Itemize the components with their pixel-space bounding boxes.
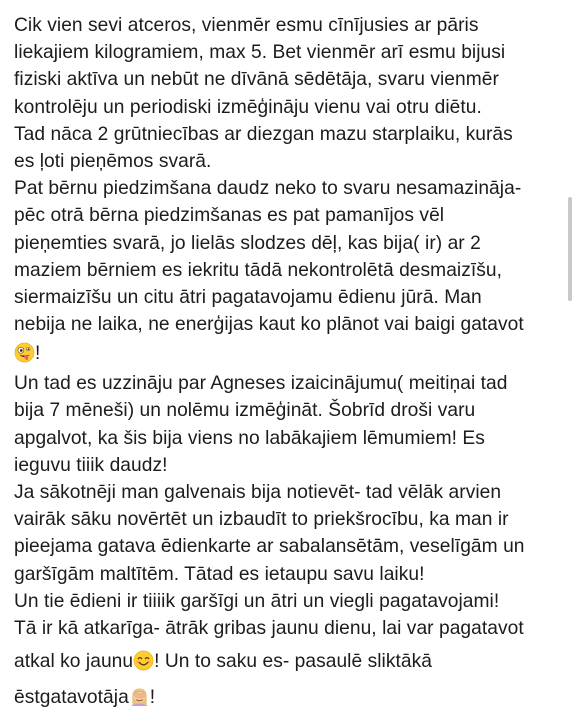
post-line-15: bija 7 mēneši) un nolēmu izmēģināt. Šobrīd droši varu	[14, 400, 476, 422]
exclamation-text: !	[35, 343, 41, 365]
post-line-25	[14, 682, 560, 714]
post-line-12: nebija ne laika, ne enerģijas kaut ko plānot vai baigi gatavot	[14, 314, 524, 336]
post-line-19: vairāk sāku novērtēt un izbaudīt to priekšrocību, ka man ir	[14, 509, 509, 531]
post-line-17: ieguvu tiiik daudz!	[14, 454, 168, 476]
post-line-20: pieejama gatava ēdienkarte ar sabalansētām, veselīgām un	[14, 536, 525, 558]
post-text	[14, 0, 560, 714]
post-line-24-start: atkal ko jaunu	[14, 651, 134, 673]
post-line-10: maziem bērniem es iekritu tādā nekontrolētā desmaizīšu,	[14, 259, 502, 281]
post-line-22: Un tie ēdieni ir tiiiik garšīgi un ātri un viegli pagatavojami!	[14, 590, 500, 612]
woman-facepalming-icon	[129, 686, 150, 707]
post-line-6: es ļoti pieņēmos svarā.	[14, 150, 212, 172]
post-line-7: Pat bērnu piedzimšana daudz neko to svaru nesamazināja-	[14, 178, 522, 200]
post-line-4: kontrolēju un periodiski izmēģināju vienu vai otru diētu.	[14, 96, 482, 118]
post-line-3: fiziski aktīva un nebūt ne dīvānā sēdētāja, svaru vienmēr	[14, 69, 499, 91]
post-line-9: pieņemties svarā, jo lielās slodzes dēļ, kas bija( ir) ar 2	[14, 232, 481, 254]
post-line-23: Tā ir kā atkarīga- ātrāk gribas jaunu dienu, lai var pagatavot	[14, 617, 524, 639]
post-line-24-end: ! Un to saku es- pasaulē sliktākā	[154, 651, 432, 673]
post-line-25-start: ēstgatavotāja	[14, 687, 129, 709]
top-spacer	[14, 0, 560, 12]
post-line-21: garšīgām maltītēm. Tātad es ietaupu savu laiku!	[14, 563, 425, 585]
post-line-13	[14, 338, 560, 370]
smiling-face-icon	[133, 650, 154, 671]
scrollbar[interactable]	[568, 197, 572, 301]
post-line-8: pēc otrā bērna piedzimšanas es pat pamanījos vēl	[14, 205, 445, 227]
post-line-5: Tad nāca 2 grūtniecības ar diezgan mazu starplaiku, kurās	[14, 123, 513, 145]
post-line-16: apgalvot, ka šis bija viens no labākajiem lēmumiem! Es	[14, 427, 485, 449]
post-line-11: siermaizīšu un citu ātri pagatavojamu ēdienu jūrā. Man	[14, 286, 482, 308]
post-line-24	[14, 646, 560, 678]
post-line-2: liekajiem kilogramiem, max 5. Bet vienmēr arī esmu bijusi	[14, 42, 506, 64]
post-line-18: Ja sākotnēji man galvenais bija notievēt- tad vēlāk arvien	[14, 482, 502, 503]
final-exclamation: !	[149, 687, 156, 709]
post-line-1: Cik vien sevi atceros, vienmēr esmu cīnījusies ar pāris	[14, 15, 479, 36]
zany-face-icon	[14, 342, 35, 363]
post-line-14: Un tad es uzzināju par Agneses izaicinājumu( meitiņai tad	[14, 373, 508, 395]
